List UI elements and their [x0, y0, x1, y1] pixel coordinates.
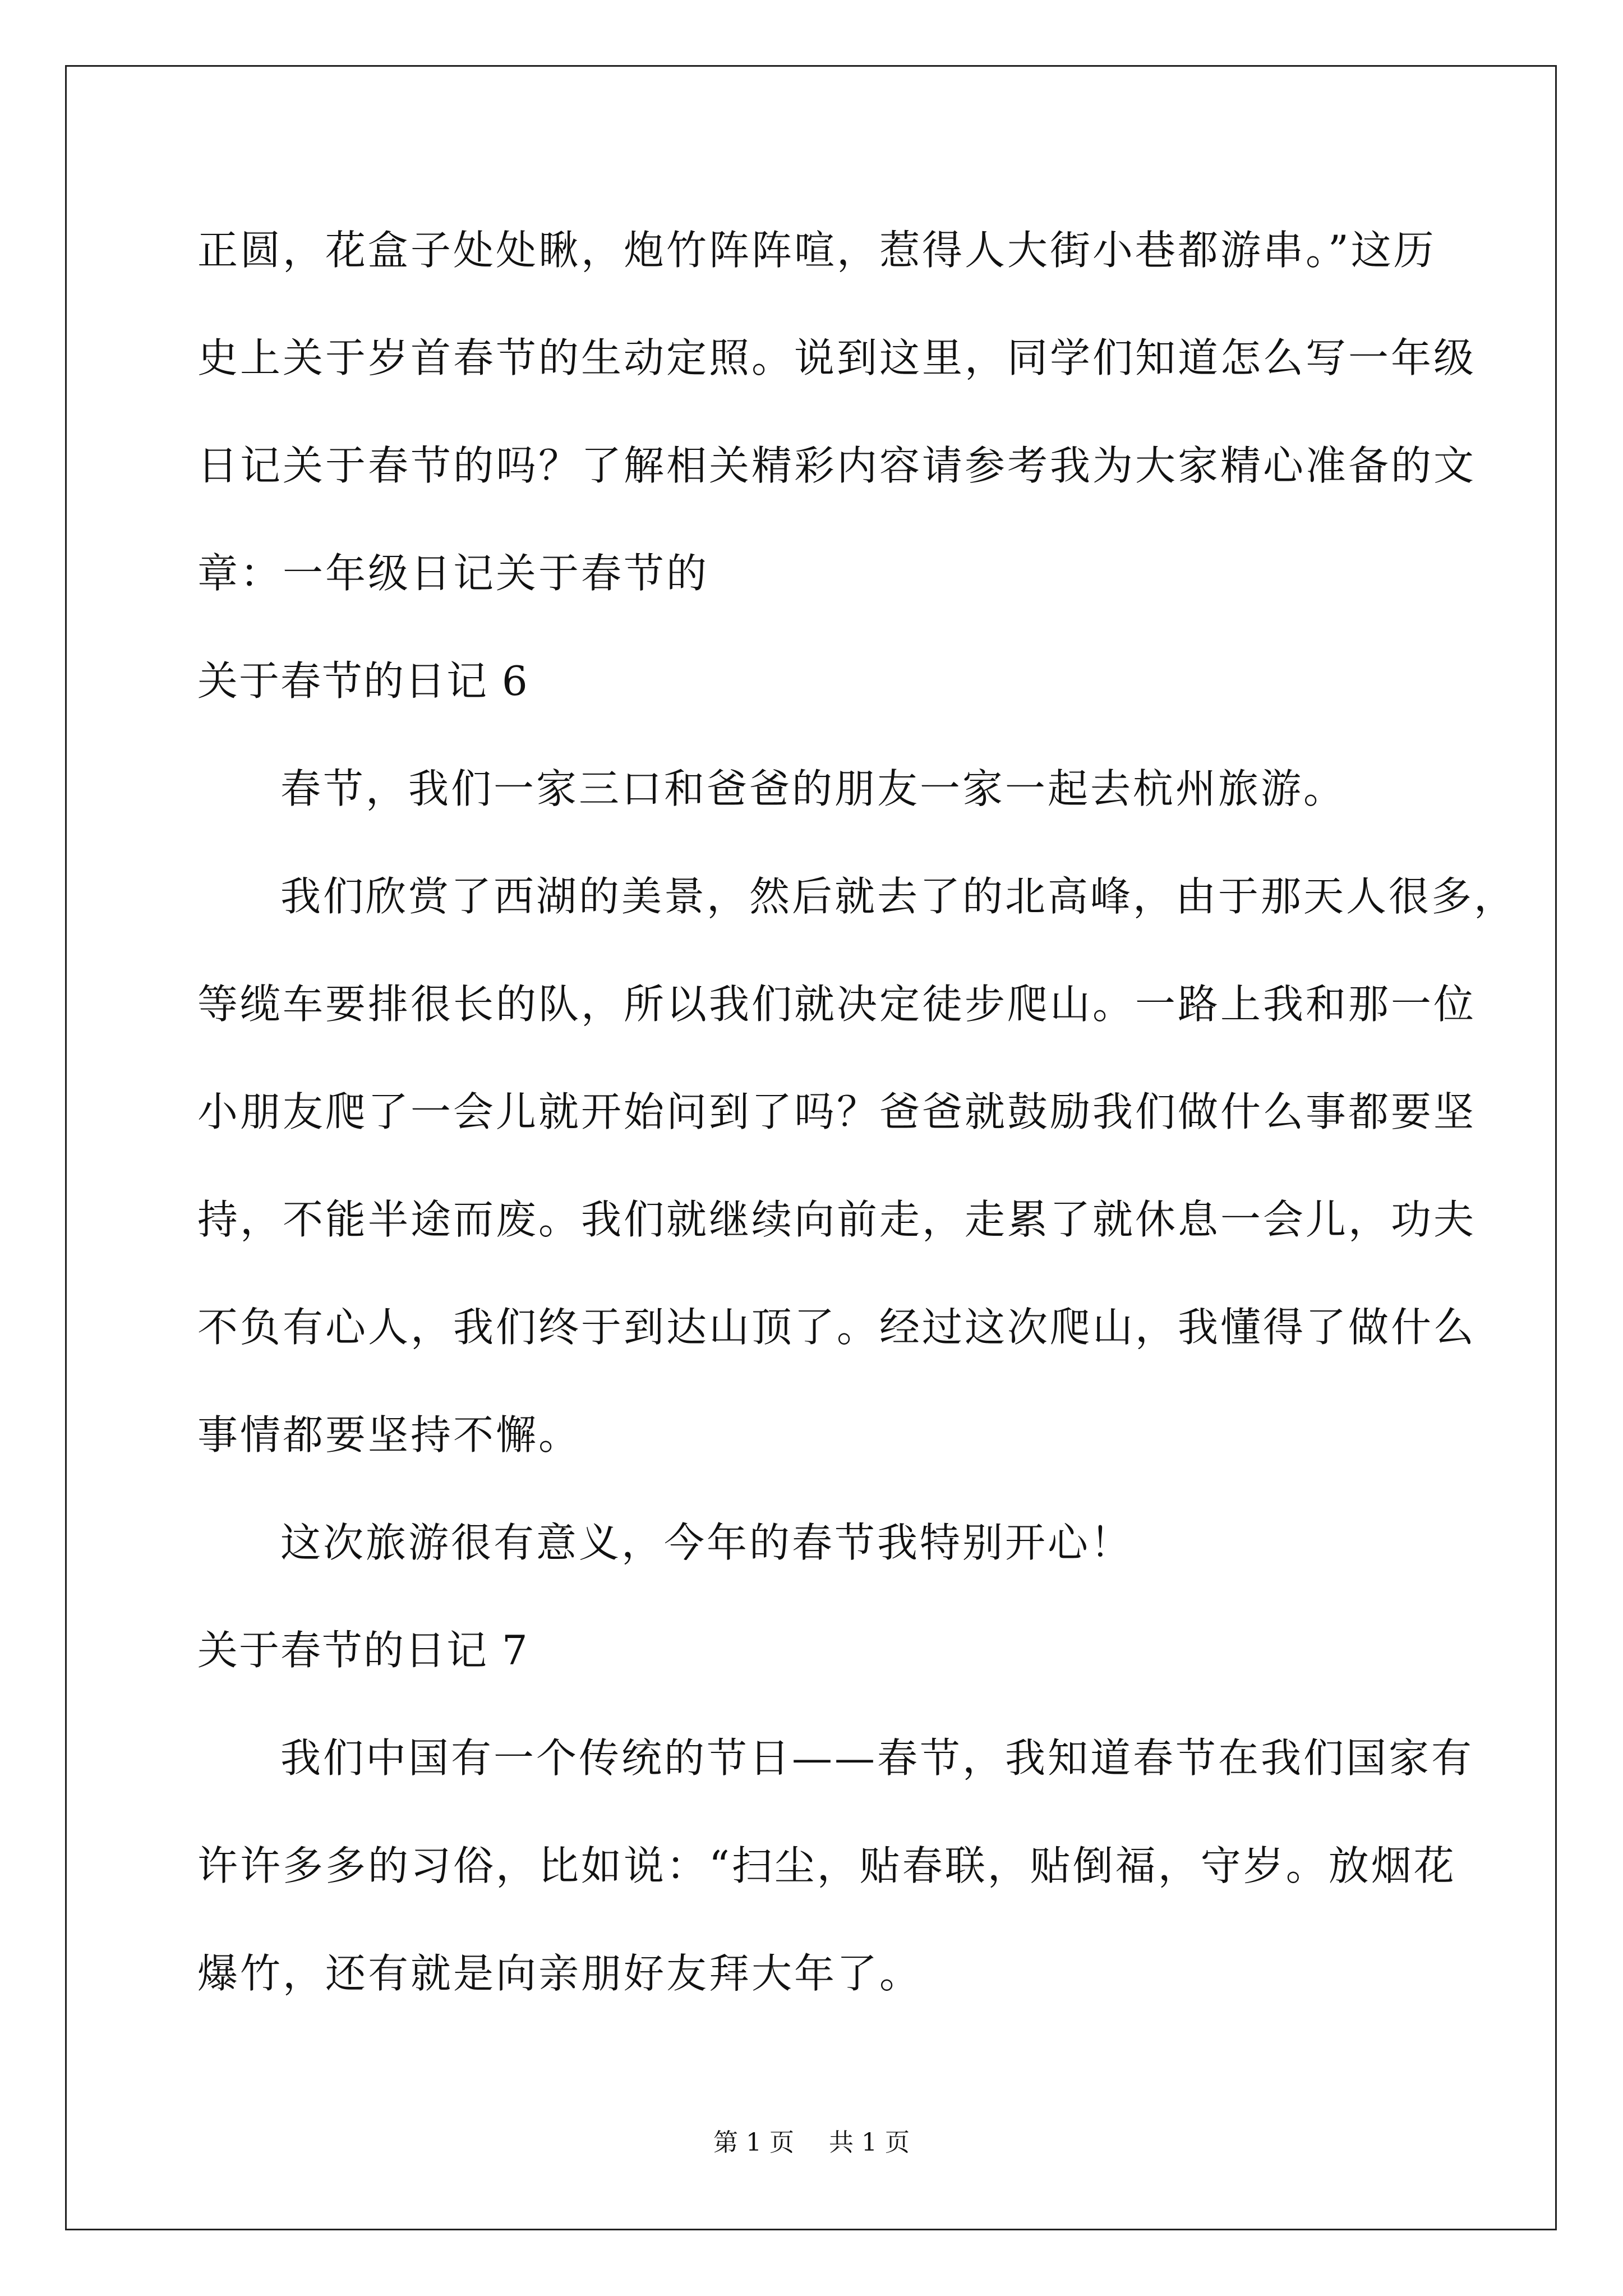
page-number-current: 第 1 页	[713, 2128, 794, 2157]
page-number-total: 共 1 页	[829, 2128, 910, 2157]
text-line: 许许多多的习俗，比如说：“扫尘，贴春联，贴倒福，守岁。放烟花	[197, 1842, 1456, 1889]
paragraph-start: 春节，我们一家三口和爸爸的朋友一家一起去杭州旅游。	[280, 765, 1347, 812]
text-line: 章：一年级日记关于春节的	[197, 550, 709, 597]
paragraph-start: 这次旅游很有意义，今年的春节我特别开心！	[280, 1519, 1133, 1566]
text-line: 事情都要坚持不懈。	[197, 1411, 582, 1458]
text-line: 正圆，花盒子处处瞅，炮竹阵阵喧，惹得人大街小巷都游串。”这历	[197, 227, 1436, 274]
paragraph-start: 我们中国有一个传统的节日——春节，我知道春节在我们国家有	[280, 1734, 1474, 1782]
text-line: 持，不能半途而废。我们就继续向前走，走累了就休息一会儿，功夫	[197, 1196, 1477, 1243]
text-line: 日记关于春节的吗？了解相关精彩内容请参考我为大家精心准备的文	[197, 442, 1477, 489]
section-heading-6: 关于春节的日记 6	[197, 657, 529, 705]
text-line: 史上关于岁首春节的生动定照。说到这里，同学们知道怎么写一年级	[197, 334, 1477, 381]
text-line: 等缆车要排很长的队，所以我们就决定徒步爬山。一路上我和那一位	[197, 981, 1477, 1028]
text-line: 爆竹，还有就是向亲朋好友拜大年了。	[197, 1950, 923, 1997]
section-heading-7: 关于春节的日记 7	[197, 1627, 529, 1674]
document-body	[197, 196, 1517, 2027]
text-line: 不负有心人，我们终于到达山顶了。经过这次爬山，我懂得了做什么	[197, 1304, 1477, 1351]
text-line: 小朋友爬了一会儿就开始问到了吗？爸爸就鼓励我们做什么事都要坚	[197, 1088, 1477, 1135]
page-footer	[0, 2126, 1623, 2160]
paragraph-start: 我们欣赏了西湖的美景，然后就去了的北高峰，由于那天人很多，	[280, 873, 1517, 920]
